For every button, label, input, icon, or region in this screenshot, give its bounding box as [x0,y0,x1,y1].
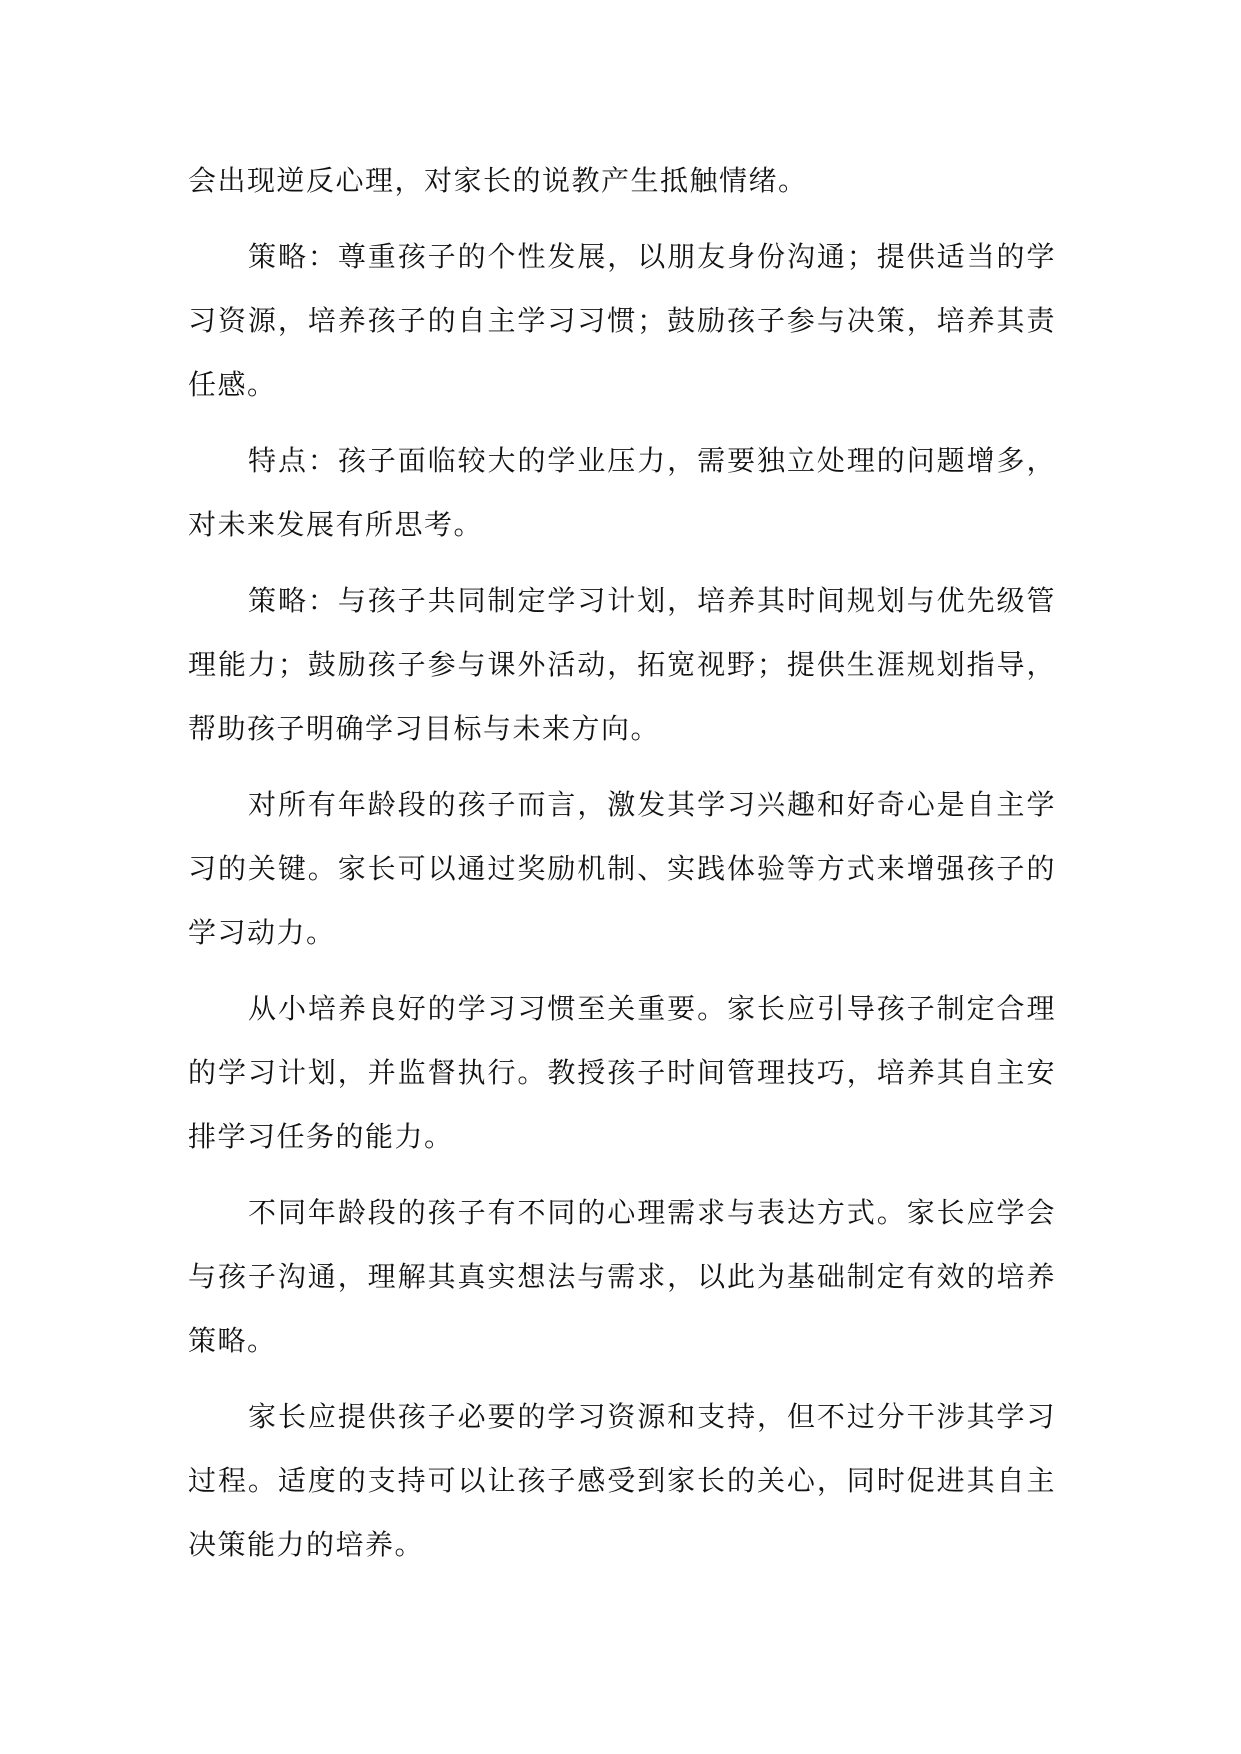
paragraph-characteristics: 特点：孩子面临较大的学业压力，需要独立处理的问题增多，对未来发展有所思考。 [188,444,1056,541]
paragraph-communication: 不同年龄段的孩子有不同的心理需求与表达方式。家长应学会与孩子沟通，理解其真实想法与需求，以此为基础制定有效的培养策略。 [188,1196,1056,1357]
paragraph-interest: 对所有年龄段的孩子而言，激发其学习兴趣和好奇心是自主学习的关键。家长可以通过奖励机制、实践体验等方式来增强孩子的学习动力。 [188,788,1056,949]
paragraph-strategy-1: 策略：尊重孩子的个性发展，以朋友身份沟通；提供适当的学习资源，培养孩子的自主学习习惯；鼓励孩子参与决策，培养其责任感。 [188,240,1056,401]
paragraph-support: 家长应提供孩子必要的学习资源和支持，但不过分干涉其学习过程。适度的支持可以让孩子感受到家长的关心，同时促进其自主决策能力的培养。 [188,1400,1056,1561]
paragraph-habits: 从小培养良好的学习习惯至关重要。家长应引导孩子制定合理的学习计划，并监督执行。教授孩子时间管理技巧，培养其自主安排学习任务的能力。 [188,992,1056,1153]
document-body [188,149,1056,1589]
paragraph-continued: 会出现逆反心理，对家长的说教产生抵触情绪。 [188,164,808,197]
paragraph-strategy-2: 策略：与孩子共同制定学习计划，培养其时间规划与优先级管理能力；鼓励孩子参与课外活动，拓宽视野；提供生涯规划指导，帮助孩子明确学习目标与未来方向。 [188,584,1056,745]
